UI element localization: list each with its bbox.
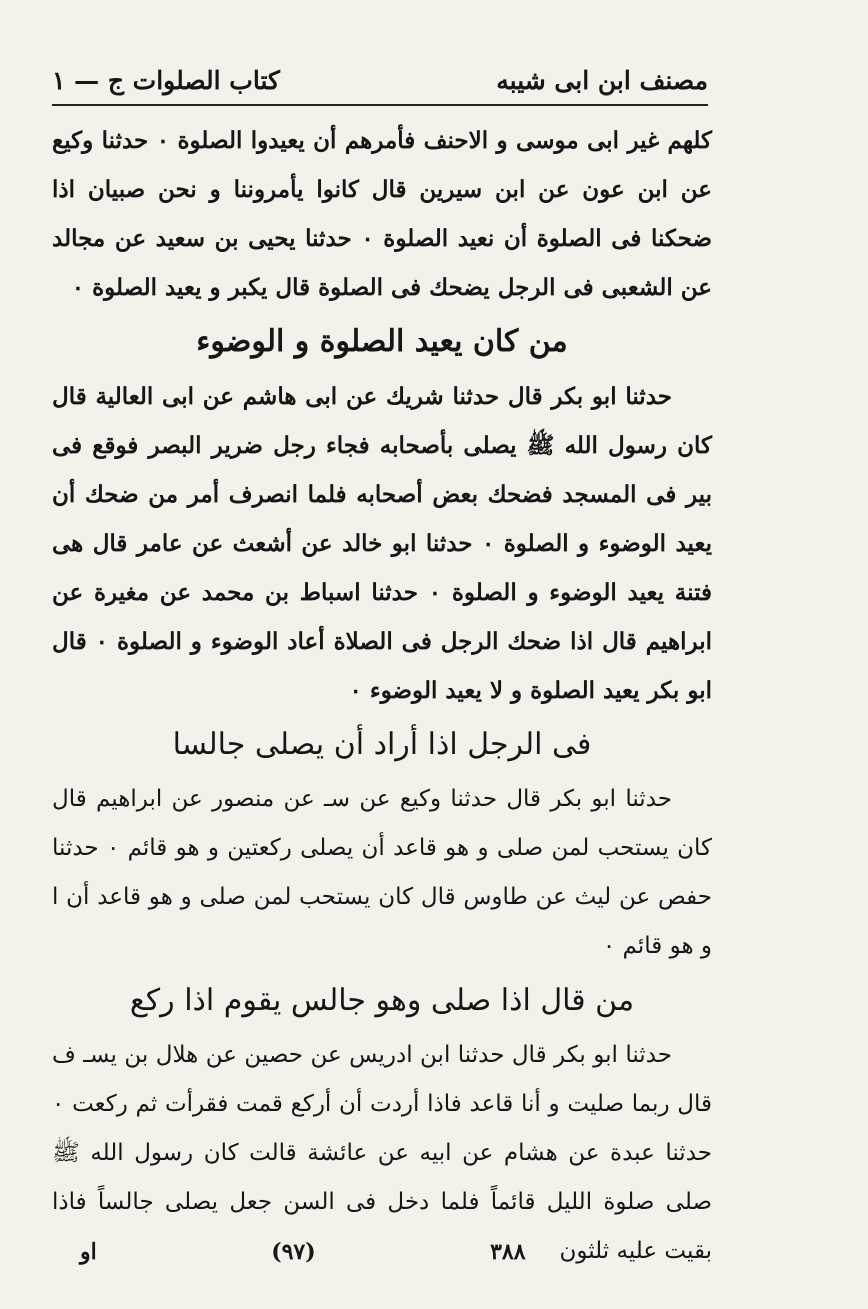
header-rule xyxy=(52,104,708,106)
paragraph: حدثنا ابو بكر قال حدثنا وكيع عن سـ عن منصور عن ابراهيم قال كان يستحب لمن صلى و هو قاعد أن يصلى ركعتين و هو قائم ۰ حدثنا حفص عن ليث عن طاوس قال كان يستحب لمن صلى و هو قاعد أن ا و هو قائم ۰ xyxy=(52,786,713,959)
page-footer xyxy=(80,1232,700,1272)
paragraph: حدثنا ابو بكر قال حدثنا ابن ادريس عن حصين عن هلال بن يسـ ف قال ربما صليت و أنا قاعد فاذا أردت أن أركع قمت فقرأت ثم ركعت ۰ حدثنا عبدة عن هشام عن ابيه عن عائشة قالت كان رسول الله ﷺ صلى صلوة الليل قائماً فلما دخل فى السن جعل يصلى جالساً فاذا بقيت عليه ثلثون xyxy=(52,1042,712,1264)
catchword: او xyxy=(80,1239,97,1265)
header-chapter-title: کتاب الصلوات ج — ۱ xyxy=(52,65,280,95)
paragraph: کلهم غير ابى موسى و الاحنف فأمرهم أن يعيدوا الصلوة ۰ حدثنا وكيع عن ابن عون عن ابن سيرين قال كانوا يأمروننا و نحن صبيان اذا ضحكنا فى الصلوة أن نعيد الصلوة ۰ حدثنا يحيى بن سعيد عن مجالد عن الشعبى فى الرجل يضحك فى الصلوة قال يكبر و يعيد الصلوة ۰ xyxy=(52,127,712,301)
header-book-title: مصنف ابن ابی شیبه xyxy=(496,65,708,95)
section-heading: من كان يعيد الصلوة و الوضوء xyxy=(196,324,568,359)
section-heading: فى الرجل اذا أراد أن يصلى جالسا xyxy=(172,727,592,762)
page-body xyxy=(52,116,712,1276)
section-heading: من قال اذا صلى وهو جالس يقوم اذا ركع xyxy=(129,983,635,1018)
running-header xyxy=(52,58,708,102)
volume-reference: (۹۷) xyxy=(271,1239,316,1265)
paragraph: حدثنا ابو بكر قال حدثنا شريك عن ابى هاشم عن ابى العالية قال كان رسول الله ﷺ يصلى بأصحابه فجاء رجل ضرير البصر فوقع فى بير فى المسجد فضحك بعض أصحابه فلما انصرف أمر من ضحك أن يعيد الوضوء و الصلوة ۰ حدثنا ابو خالد عن أشعث عن عامر قال هى فتنة يعيد الوضوء و الصلوة ۰ حدثنا اسباط بن محمد عن مغيرة عن ابراهيم قال اذا ضحك الرجل فى الصلاة أعاد الوضوء و الصلوة ۰ قال ابو بكر يعيد الصلوة و لا يعيد الوضوء ۰ xyxy=(52,383,712,704)
page-number: ۳۸۸ xyxy=(490,1239,526,1265)
